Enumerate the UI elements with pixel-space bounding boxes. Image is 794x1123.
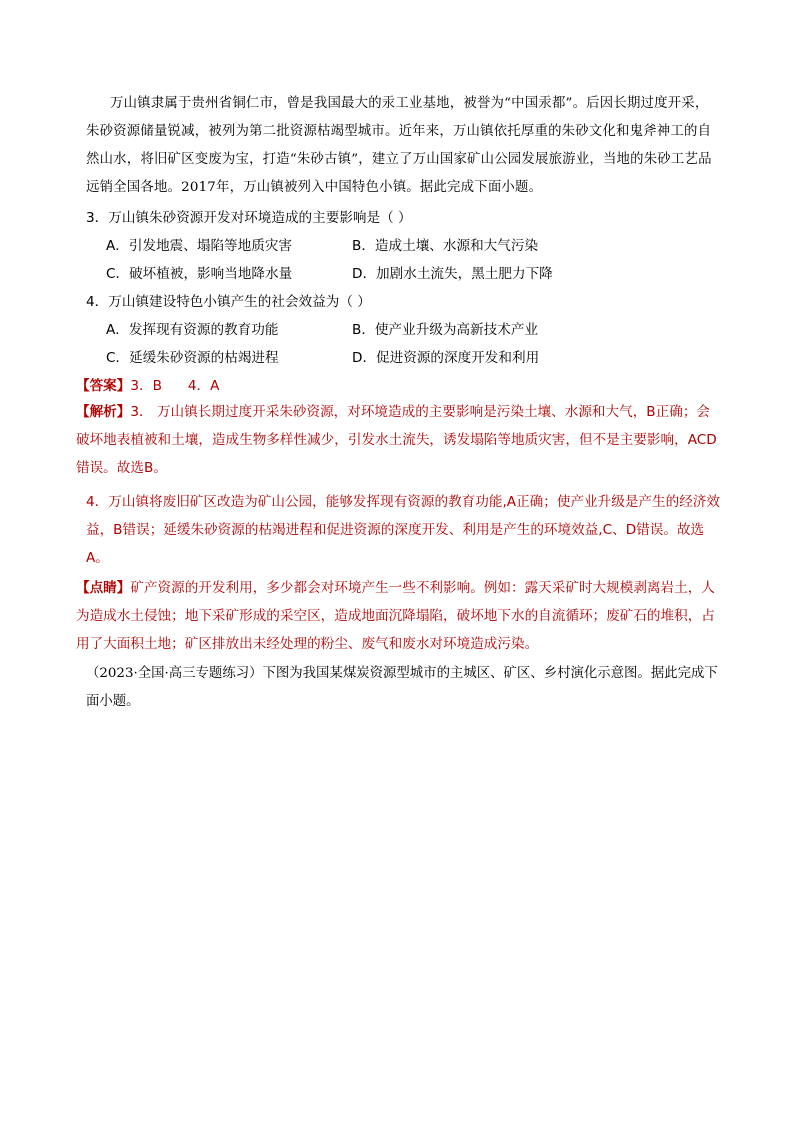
answer-text: 3．B 4．A <box>130 378 220 394</box>
q4-option-a: A．发挥现有资源的教育功能 <box>106 322 279 338</box>
q3-option-b: B．造成土壤、水源和大气污染 <box>352 238 539 254</box>
tip-block <box>76 574 720 658</box>
q4-option-d: D．促进资源的深度开发和利用 <box>352 350 540 366</box>
passage-paragraph <box>86 90 716 202</box>
next-section-text: （2023·全国·高三专题练习）下图为我国某煤炭资源型城市的主城区、矿区、乡村演化示意图。据此完成下面小题。 <box>86 666 718 709</box>
answer-line <box>76 376 219 396</box>
q4-option-b: B．使产业升级为高新技术产业 <box>352 322 539 338</box>
analysis-block <box>76 398 720 482</box>
question-3-stem: 3．万山镇朱砂资源开发对环境造成的主要影响是（ ） <box>86 210 412 226</box>
next-section-intro <box>86 660 720 716</box>
q3-option-c: C．破坏植被，影响当地降水量 <box>106 266 293 282</box>
tip-tag: 【点睛】 <box>76 580 131 596</box>
tip-text: 矿产资源的开发利用，多少都会对环境产生一些不利影响。例如：露天采矿时大规模剥离岩土，人为造成水土侵蚀；地下采矿形成的采空区，造成地面沉降塌陷，破坏地下水的自流循环；废矿石的堆积，占用了大面积土地；矿区排放出未经处理的粉尘、废气和废水对环境造成污染。 <box>76 580 715 652</box>
q3-option-a: A．引发地震、塌陷等地质灾害 <box>106 238 293 254</box>
analysis-tag: 【解析】 <box>76 404 131 420</box>
passage-text: 万山镇隶属于贵州省铜仁市，曾是我国最大的汞工业基地，被誉为“中国汞都”。后因长期过度开采，朱砂资源储量锐减，被列为第二批资源枯竭型城市。近年来，万山镇依托厚重的朱砂文化和鬼斧神工的自然山水，将旧矿区变废为宝，打造“朱砂古镇”，建立了万山国家矿山公园发展旅游业，当地的朱砂工艺品远销全国各地。2017年，万山镇被列入中国特色小镇。据此完成下面小题。 <box>86 96 712 195</box>
analysis-p1: 3． 万山镇长期过度开采朱砂资源，对环境造成的主要影响是污染土壤、水源和大气，B正确；会破坏地表植被和土壤，造成生物多样性减少，引发水土流失，诱发塌陷等地质灾害，但不是主要影响，ACD错误。故选B。 <box>76 404 717 476</box>
answer-tag: 【答案】 <box>76 378 131 394</box>
analysis-p2-block <box>86 488 720 572</box>
analysis-p2: 4．万山镇将废旧矿区改造为矿山公园，能够发挥现有资源的教育功能,A正确；使产业升级是产生的经济效益，B错误；延缓朱砂资源的枯竭进程和促进资源的深度开发、利用是产生的环境效益,C、D错误。故选A。 <box>86 494 720 566</box>
q4-option-c: C．延缓朱砂资源的枯竭进程 <box>106 350 279 366</box>
question-4-stem: 4．万山镇建设特色小镇产生的社会效益为（ ） <box>86 294 371 310</box>
q3-option-d: D．加剧水土流失，黑土肥力下降 <box>352 266 553 282</box>
